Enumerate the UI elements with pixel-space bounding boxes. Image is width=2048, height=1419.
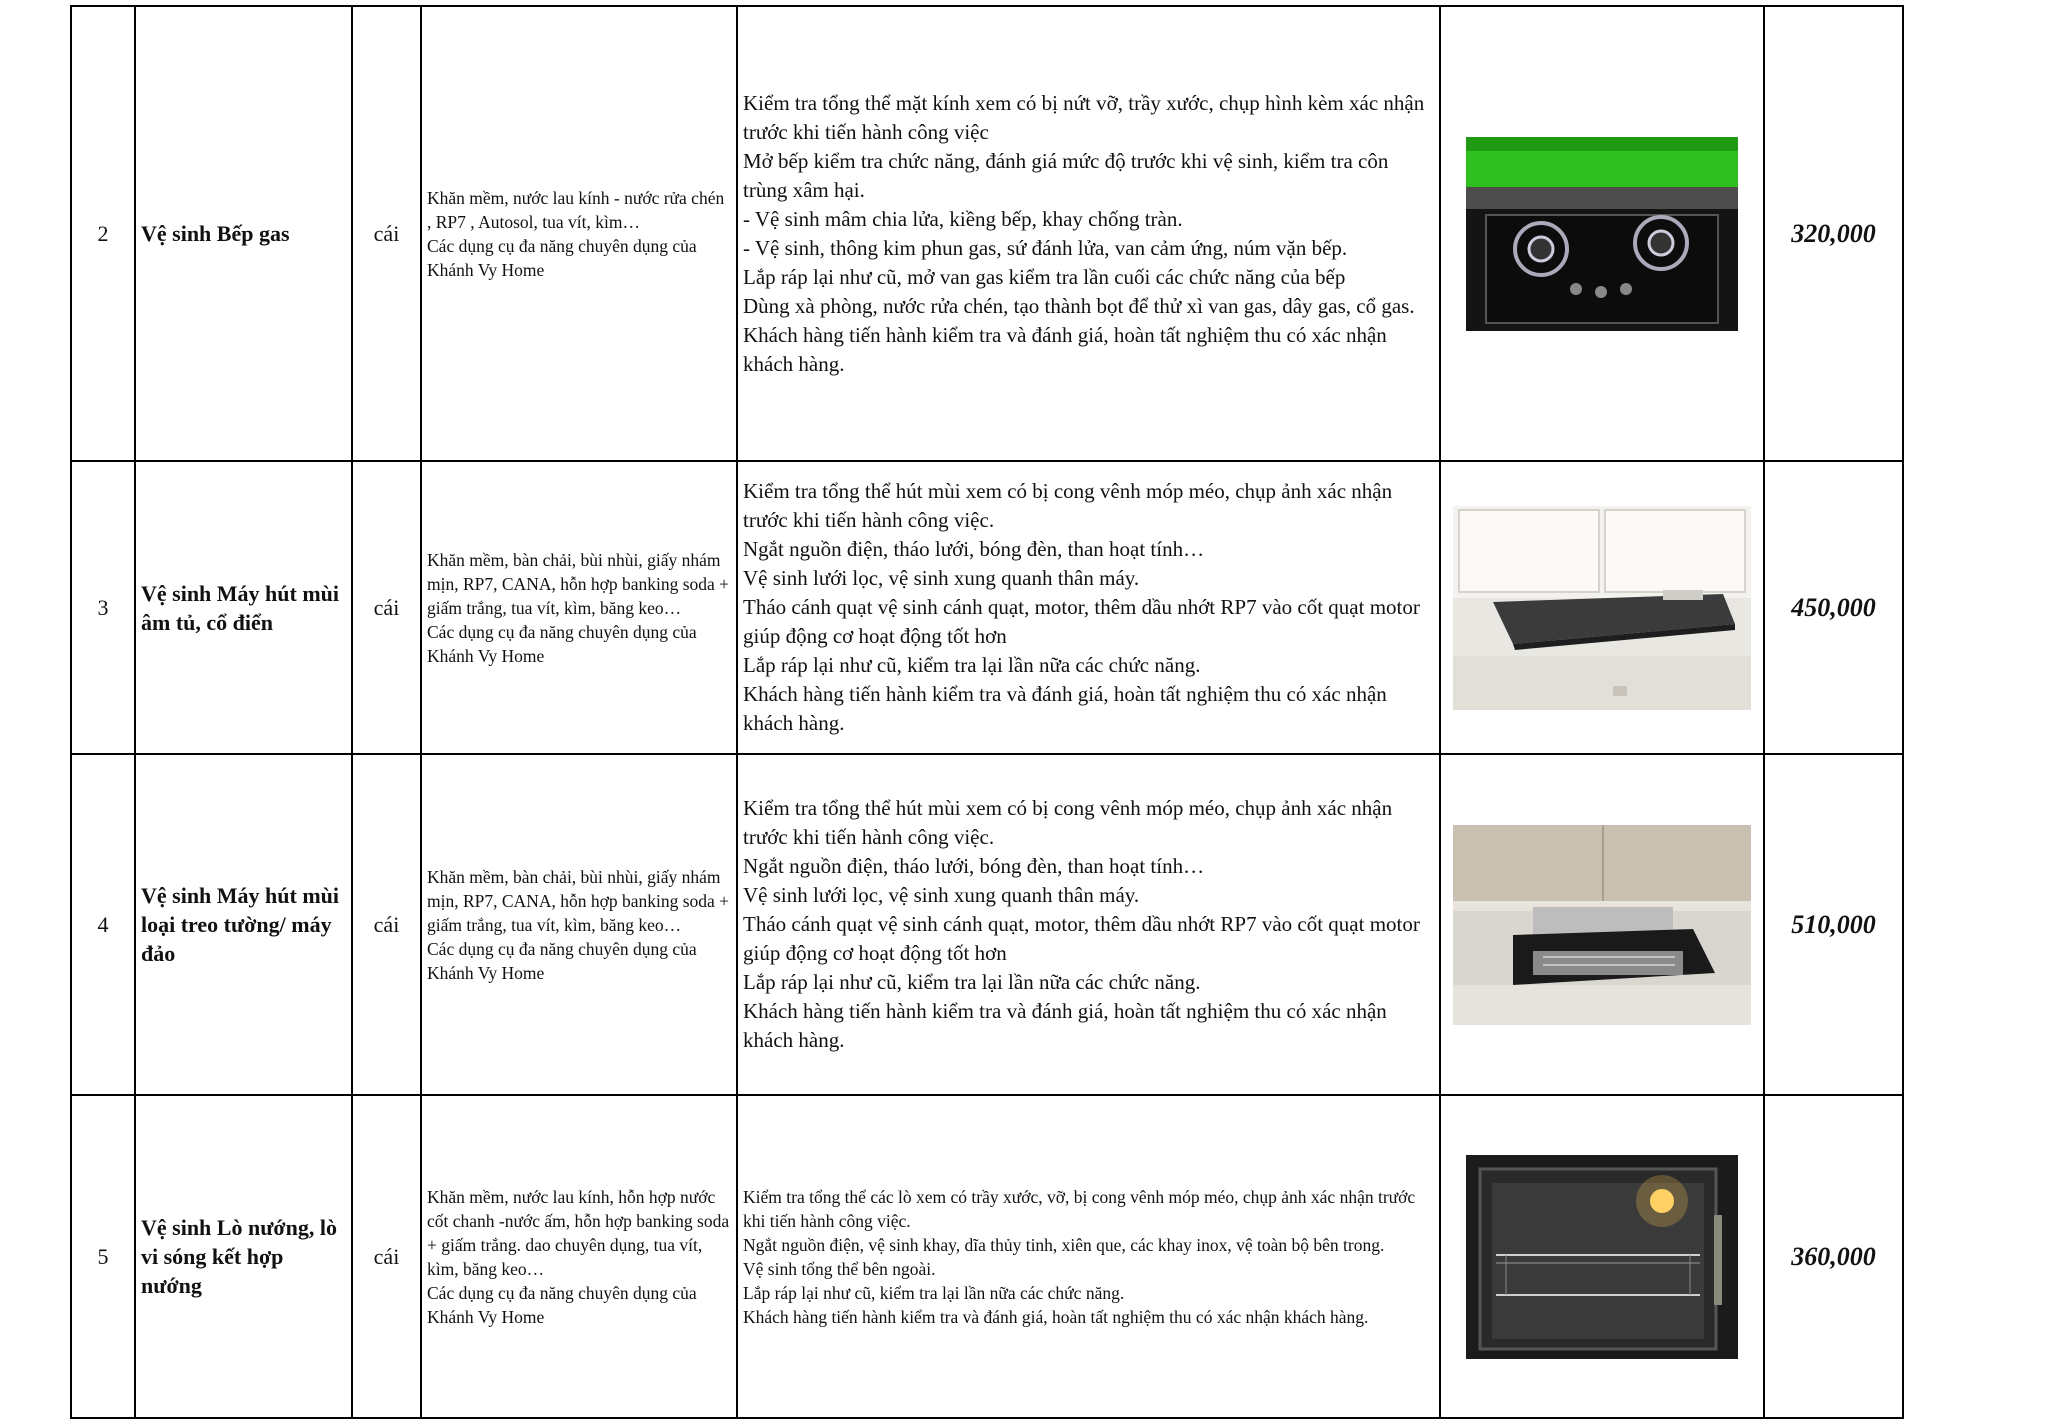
procedure-cell xyxy=(737,754,1440,1095)
procedure-line: Ngắt nguồn điện, tháo lưới, bóng đèn, than hoạt tính… xyxy=(743,537,1205,561)
tools-cell xyxy=(421,754,737,1095)
procedure-line: Lắp ráp lại như cũ, kiểm tra lại lần nữa các chức năng. xyxy=(743,970,1201,994)
oven-photo xyxy=(1466,1155,1738,1359)
procedure-line: Lắp ráp lại như cũ, kiểm tra lại lần nữa các chức năng. xyxy=(743,1282,1125,1303)
price-cell: 450,000 xyxy=(1764,461,1903,754)
procedure-line: Kiểm tra tổng thể các lò xem có trầy xước, vỡ, bị cong vênh móp méo, chụp ảnh xác nhận trước khi tiến hành công việc. xyxy=(743,1186,1416,1231)
tools-cell xyxy=(421,461,737,754)
tools-line: Khăn mềm, bàn chải, bùi nhùi, giấy nhám mịn, RP7, CANA, hỗn hợp banking soda + giấm trắng, tua vít, kìm, băng keo… xyxy=(427,549,730,618)
tools-line: Các dụng cụ đa năng chuyên dụng của Khánh Vy Home xyxy=(427,621,697,666)
price-cell: 510,000 xyxy=(1764,754,1903,1095)
row-number: 3 xyxy=(71,461,135,754)
procedure-line: Khách hàng tiến hành kiểm tra và đánh giá, hoàn tất nghiệm thu có xác nhận khách hàng. xyxy=(743,682,1387,735)
procedure-line: Kiểm tra tổng thể mặt kính xem có bị nứt vỡ, trầy xước, chụp hình kèm xác nhận trước khi tiến hành công việc xyxy=(743,90,1425,144)
image-cell xyxy=(1440,6,1764,461)
tools-line: Khăn mềm, nước lau kính - nước rửa chén , RP7 , Autosol, tua vít, kìm… xyxy=(427,187,725,232)
procedure-line: Ngắt nguồn điện, tháo lưới, bóng đèn, than hoạt tính… xyxy=(743,854,1205,878)
price-cell: 320,000 xyxy=(1764,6,1903,461)
row-number: 5 xyxy=(71,1095,135,1418)
table-row xyxy=(71,1095,1903,1418)
procedure-line: Khách hàng tiến hành kiểm tra và đánh giá, hoàn tất nghiệm thu có xác nhận khách hàng. xyxy=(743,999,1387,1052)
service-name: Vệ sinh Bếp gas xyxy=(135,6,352,461)
unit-cell: cái xyxy=(352,1095,421,1418)
service-name: Vệ sinh Lò nướng, lò vi sóng kết hợp nướng xyxy=(135,1095,352,1418)
wall-range-hood-photo xyxy=(1453,825,1751,1025)
price-cell: 360,000 xyxy=(1764,1095,1903,1418)
procedure-line: Khách hàng tiến hành kiểm tra và đánh giá, hoàn tất nghiệm thu có xác nhận khách hàng. xyxy=(743,322,1387,376)
image-cell xyxy=(1440,754,1764,1095)
procedure-line: Kiểm tra tổng thể hút mùi xem có bị cong vênh móp méo, chụp ảnh xác nhận trước khi tiến hành công việc. xyxy=(743,796,1393,849)
unit-cell: cái xyxy=(352,461,421,754)
procedure-line: Vệ sinh lưới lọc, vệ sinh xung quanh thân máy. xyxy=(743,566,1140,590)
procedure-cell xyxy=(737,461,1440,754)
procedure-line: Kiểm tra tổng thể hút mùi xem có bị cong vênh móp méo, chụp ảnh xác nhận trước khi tiến hành công việc. xyxy=(743,479,1393,532)
tools-cell xyxy=(421,6,737,461)
tools-line: Khăn mềm, nước lau kính, hỗn hợp nước cốt chanh -nước ấm, hỗn hợp banking soda + giấm trắng. dao chuyên dụng, tua vít, kìm, băng keo… xyxy=(427,1186,730,1279)
service-name: Vệ sinh Máy hút mùi âm tủ, cổ điển xyxy=(135,461,352,754)
procedure-line: Khách hàng tiến hành kiểm tra và đánh giá, hoàn tất nghiệm thu có xác nhận khách hàng. xyxy=(743,1306,1369,1327)
gas-stove-photo xyxy=(1466,137,1738,331)
tools-line: Khăn mềm, bàn chải, bùi nhùi, giấy nhám mịn, RP7, CANA, hỗn hợp banking soda + giấm trắng, tua vít, kìm, băng keo… xyxy=(427,866,730,935)
procedure-line: Dùng xà phòng, nước rửa chén, tạo thành bọt để thử xì van gas, dây gas, cổ gas. xyxy=(743,293,1415,318)
row-number: 4 xyxy=(71,754,135,1095)
procedure-line: Mở bếp kiểm tra chức năng, đánh giá mức độ trước khi vệ sinh, kiểm tra côn trùng xâm hại. xyxy=(743,148,1389,202)
procedure-line: Ngắt nguồn điện, vệ sinh khay, dĩa thủy tinh, xiên que, các khay inox, vệ toàn bộ bên trong. xyxy=(743,1234,1385,1255)
service-price-table xyxy=(70,5,1904,1419)
image-cell xyxy=(1440,461,1764,754)
unit-cell: cái xyxy=(352,754,421,1095)
procedure-line: - Vệ sinh mâm chia lửa, kiềng bếp, khay chống tràn. xyxy=(743,206,1183,231)
procedure-line: Tháo cánh quạt vệ sinh cánh quạt, motor, thêm dầu nhớt RP7 vào cốt quạt motor giúp động cơ hoạt động tốt hơn xyxy=(743,912,1420,965)
tools-cell xyxy=(421,1095,737,1418)
unit-cell: cái xyxy=(352,6,421,461)
service-name: Vệ sinh Máy hút mùi loại treo tường/ máy đảo xyxy=(135,754,352,1095)
procedure-line: Vệ sinh lưới lọc, vệ sinh xung quanh thân máy. xyxy=(743,883,1140,907)
tools-line: Các dụng cụ đa năng chuyên dụng của Khánh Vy Home xyxy=(427,938,697,983)
procedure-line: Lắp ráp lại như cũ, kiểm tra lại lần nữa các chức năng. xyxy=(743,653,1201,677)
tools-line: Các dụng cụ đa năng chuyên dụng của Khánh Vy Home xyxy=(427,235,697,280)
table-row xyxy=(71,461,1903,754)
image-cell xyxy=(1440,1095,1764,1418)
tools-line: Các dụng cụ đa năng chuyên dụng của Khánh Vy Home xyxy=(427,1282,697,1327)
procedure-line: Vệ sinh tổng thể bên ngoài. xyxy=(743,1258,936,1279)
procedure-line: Tháo cánh quạt vệ sinh cánh quạt, motor, thêm dầu nhớt RP7 vào cốt quạt motor giúp động cơ hoạt động tốt hơn xyxy=(743,595,1420,648)
built-in-range-hood-photo xyxy=(1453,506,1751,710)
procedure-cell xyxy=(737,6,1440,461)
table-row xyxy=(71,6,1903,461)
procedure-line: - Vệ sinh, thông kim phun gas, sứ đánh lửa, van cảm ứng, núm vặn bếp. xyxy=(743,235,1348,260)
table-row xyxy=(71,754,1903,1095)
procedure-line: Lắp ráp lại như cũ, mở van gas kiểm tra lần cuối các chức năng của bếp xyxy=(743,264,1346,289)
row-number: 2 xyxy=(71,6,135,461)
procedure-cell xyxy=(737,1095,1440,1418)
